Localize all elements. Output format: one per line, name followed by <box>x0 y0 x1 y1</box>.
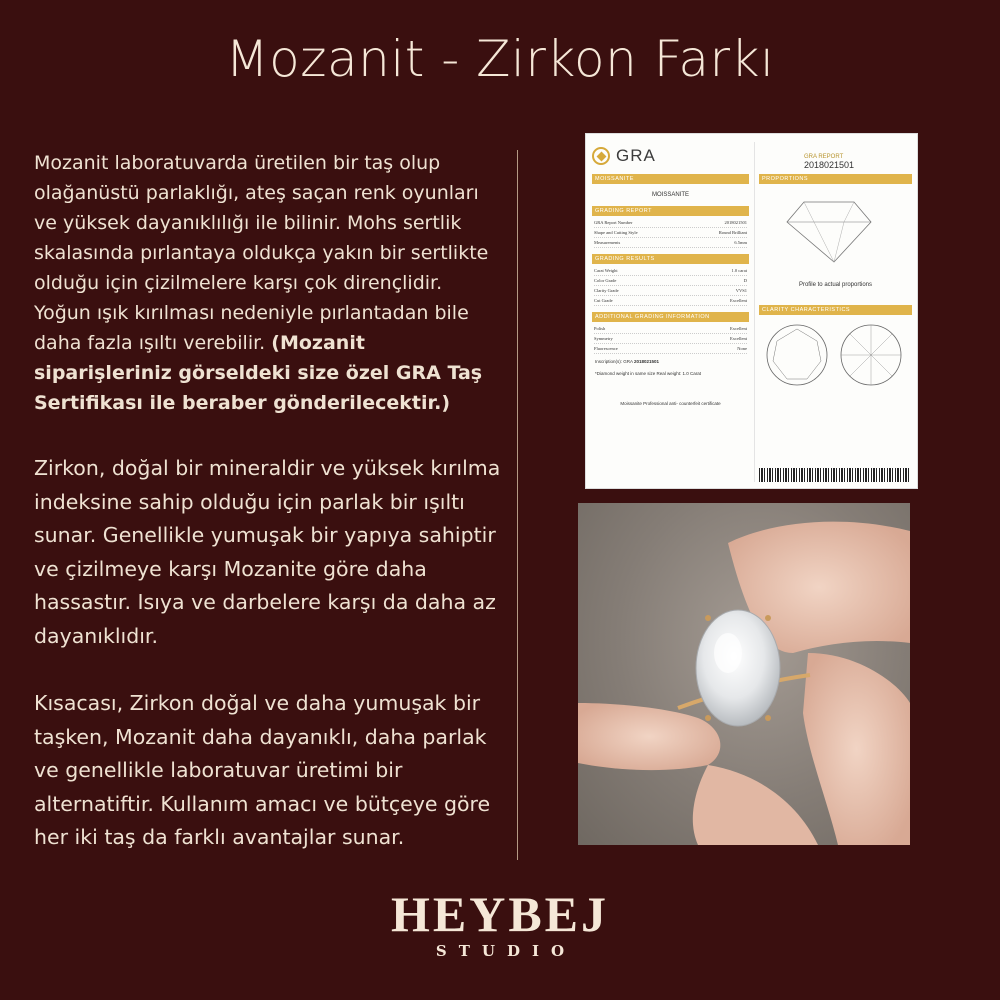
gra-logo <box>592 142 749 170</box>
additional-rows <box>592 322 749 356</box>
report-label: GRA REPORT <box>804 154 844 160</box>
clarity-diagram-icon <box>759 315 909 393</box>
logo-subtitle: STUDIO <box>435 942 577 960</box>
brand-logo <box>0 888 1000 960</box>
moissanite-description: Mozanit laboratuvarda üretilen bir taş olup olağanüstü parlaklığı, ateş saçan renk oyunları ve yüksek dayanıklılığı ile bilinir. Mohs sertlik skalasında pırlantaya oldukça yakın bir sertlikte olduğu için çizilmelere karşı çok dirençlidir. Yoğun ışık kırılması nedeniyle pırlantadan bile daha fazla ışıltı verebilir. <box>34 152 489 354</box>
gra-emblem-icon <box>592 147 610 165</box>
ring-photo <box>578 503 910 845</box>
moissanite-paragraph <box>34 148 504 418</box>
table-row: Shape and Cutting Style Round Brilliant <box>594 228 747 238</box>
band-clarity: CLARITY CHARACTERISTICS <box>759 305 912 315</box>
zircon-paragraph: Zirkon, doğal bir mineraldir ve yüksek kırılma indeksine sahip olduğu için parlak bir ışıltı sunar. Genellikle yumuşak bir yapıya sahiptir ve çizilmeye karşı Mozanite göre daha hassastır. Isıya ve darbelere karşı da daha az dayanıklıdır. <box>34 456 501 648</box>
band-moissanite: MOISSANITE <box>592 174 749 184</box>
certificate-left-panel <box>592 142 749 482</box>
results-rows <box>592 264 749 308</box>
band-grading-results: GRADING RESULTS <box>592 254 749 264</box>
text-column <box>34 148 504 855</box>
diamond-profile-icon <box>759 184 909 274</box>
hand-with-ring-illustration <box>578 503 910 845</box>
gra-certificate-image <box>585 133 918 489</box>
table-row: Fluorescence None <box>594 344 747 354</box>
inscription: Inscription(s): GRA 2018021501 <box>595 359 660 364</box>
band-proportions: PROPORTIONS <box>759 174 912 184</box>
vertical-divider <box>517 150 518 860</box>
certificate-note: (Mozanit siparişleriniz görseldeki size özel GRA Taş Sertifikası ile beraber gönderilecektir.) <box>34 332 483 414</box>
table-row: Color Grade D <box>594 276 747 286</box>
stone-type: MOISSANITE <box>651 192 689 198</box>
anti-counterfeit: Moissanite Professional anti- counterfeit certificate <box>620 401 721 406</box>
report-number: 2018021501 <box>804 160 855 170</box>
table-row: Symmetry Excellent <box>594 334 747 344</box>
band-grading-report: GRADING REPORT <box>592 206 749 216</box>
table-row: Measurements 6.5mm <box>594 238 747 248</box>
barcode <box>759 468 909 482</box>
logo-wordmark: HEYBEJ <box>390 886 610 942</box>
table-row: Carat Weight 1.0 carat <box>594 266 747 276</box>
proportions-note: Profile to actual proportions <box>798 282 873 288</box>
report-rows <box>592 216 749 250</box>
page-title: Mozanit - Zirkon Farkı <box>225 30 775 88</box>
summary-paragraph: Kısacası, Zirkon doğal ve daha yumuşak bir taşken, Mozanit daha dayanıklı, daha parlak ve genellikle laboratuvar üretimi bir alternatiftir. Kullanım amacı ve bütçeye göre her iki taş da farklı avantajlar sunar. <box>34 691 491 849</box>
gra-brand: GRA <box>616 146 656 165</box>
table-row: Polish Excellent <box>594 324 747 334</box>
band-additional-info: ADDITIONAL GRADING INFORMATION <box>592 312 749 322</box>
table-row: Cut Grade Excellent <box>594 296 747 306</box>
certificate-right-panel <box>754 142 912 482</box>
diamond-note: *Diamond weight in same size Real weight: 1.0 Carat <box>595 371 702 376</box>
table-row: Clarity Grade VVS1 <box>594 286 747 296</box>
table-row: GRA Report Number 2018021501 <box>594 218 747 228</box>
